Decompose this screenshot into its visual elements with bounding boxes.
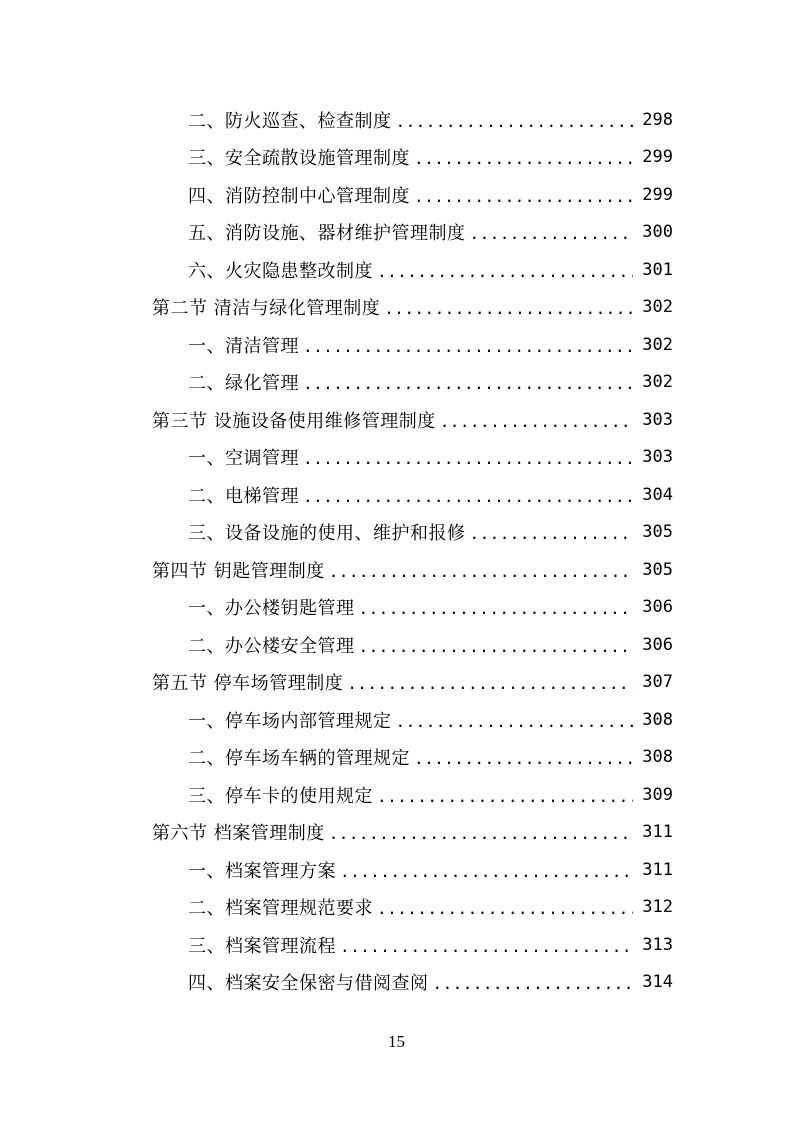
toc-entry-label: 四、消防控制中心管理制度	[188, 185, 410, 207]
toc-entry-label: 第二节 清洁与绿化管理制度	[152, 298, 381, 320]
toc-section-entry[interactable]	[0, 664, 793, 702]
toc-entry-label: 四、档案安全保密与借阅查阅	[188, 973, 429, 995]
toc-entry-content	[188, 439, 673, 477]
toc-entry-label: 第五节 停车场管理制度	[152, 673, 344, 695]
toc-entry-label: 第四节 钥匙管理制度	[152, 560, 325, 582]
toc-dot-leader	[414, 751, 633, 767]
toc-dot-leader	[329, 564, 633, 580]
toc-entry-page-number: 302	[642, 334, 673, 355]
toc-dot-leader	[440, 414, 633, 430]
toc-entry-page-number: 302	[642, 297, 673, 318]
toc-entry-page-number: 313	[642, 934, 673, 955]
toc-entry-content	[188, 626, 673, 664]
toc-subsection-entry[interactable]	[0, 701, 793, 739]
toc-dot-leader	[433, 976, 634, 992]
toc-entry-label: 三、设备设施的使用、维护和报修	[188, 523, 466, 545]
toc-entry-content	[188, 739, 673, 777]
toc-entry-content	[188, 701, 673, 739]
toc-entry-label: 二、停车场车辆的管理规定	[188, 748, 410, 770]
toc-subsection-entry[interactable]	[0, 476, 793, 514]
toc-entry-page-number: 305	[642, 559, 673, 580]
toc-entry-page-number: 308	[642, 747, 673, 768]
toc-subsection-entry[interactable]	[0, 326, 793, 364]
toc-entry-content	[188, 889, 673, 927]
toc-dot-leader	[303, 451, 633, 467]
toc-entry-page-number: 306	[642, 597, 673, 618]
toc-entry-label: 三、安全疏散设施管理制度	[188, 148, 410, 170]
toc-dot-leader	[303, 376, 633, 392]
toc-entry-content	[188, 514, 673, 552]
toc-dot-leader	[396, 714, 634, 730]
toc-dot-leader	[384, 301, 633, 317]
toc-entry-page-number: 309	[642, 784, 673, 805]
toc-subsection-entry[interactable]	[0, 964, 793, 1002]
toc-entry-page-number: 307	[642, 672, 673, 693]
toc-subsection-entry[interactable]	[0, 214, 793, 252]
toc-subsection-entry[interactable]	[0, 176, 793, 214]
toc-entry-label: 二、绿化管理	[188, 373, 299, 395]
toc-entry-page-number: 311	[642, 822, 673, 843]
toc-subsection-entry[interactable]	[0, 101, 793, 139]
toc-entry-content	[188, 476, 673, 514]
toc-entry-label: 五、消防设施、器材维护管理制度	[188, 223, 466, 245]
toc-entry-label: 二、档案管理规范要求	[188, 898, 373, 920]
toc-dot-leader	[377, 789, 633, 805]
toc-entry-content	[188, 776, 673, 814]
toc-dot-leader	[414, 151, 633, 167]
toc-subsection-entry[interactable]	[0, 514, 793, 552]
toc-dot-leader	[303, 489, 633, 505]
toc-entry-page-number: 298	[642, 109, 673, 130]
toc-entry-label: 一、清洁管理	[188, 335, 299, 357]
toc-subsection-entry[interactable]	[0, 589, 793, 627]
toc-entry-label: 二、办公楼安全管理	[188, 635, 355, 657]
toc-dot-leader	[396, 114, 634, 130]
toc-entry-content	[188, 851, 673, 889]
toc-entry-label: 一、空调管理	[188, 448, 299, 470]
toc-subsection-entry[interactable]	[0, 139, 793, 177]
table-of-contents	[0, 101, 793, 1001]
toc-entry-content	[188, 251, 673, 289]
toc-dot-leader	[329, 826, 633, 842]
toc-entry-page-number: 312	[642, 897, 673, 918]
toc-section-entry[interactable]	[0, 551, 793, 589]
toc-dot-leader	[414, 189, 633, 205]
toc-subsection-entry[interactable]	[0, 739, 793, 777]
toc-entry-page-number: 301	[642, 259, 673, 280]
toc-entry-page-number: 303	[642, 409, 673, 430]
toc-entry-content	[188, 926, 673, 964]
toc-entry-page-number: 306	[642, 634, 673, 655]
toc-dot-leader	[470, 526, 634, 542]
toc-section-entry[interactable]	[0, 289, 793, 327]
toc-entry-label: 一、停车场内部管理规定	[188, 710, 392, 732]
toc-entry-page-number: 305	[642, 522, 673, 543]
toc-subsection-entry[interactable]	[0, 364, 793, 402]
toc-entry-content	[188, 214, 673, 252]
toc-entry-content	[188, 101, 673, 139]
toc-entry-label: 一、办公楼钥匙管理	[188, 598, 355, 620]
toc-dot-leader	[347, 676, 633, 692]
toc-entry-content	[188, 964, 673, 1002]
toc-section-entry[interactable]	[0, 401, 793, 439]
toc-dot-leader	[359, 601, 634, 617]
toc-entry-page-number: 300	[642, 222, 673, 243]
toc-subsection-entry[interactable]	[0, 251, 793, 289]
toc-dot-leader	[303, 339, 633, 355]
toc-section-entry[interactable]	[0, 814, 793, 852]
page-number: 15	[388, 1032, 405, 1051]
toc-entry-label: 三、档案管理流程	[188, 935, 336, 957]
toc-entry-label: 第六节 档案管理制度	[152, 823, 325, 845]
toc-subsection-entry[interactable]	[0, 926, 793, 964]
toc-dot-leader	[377, 264, 633, 280]
toc-entry-page-number: 314	[642, 972, 673, 993]
toc-subsection-entry[interactable]	[0, 889, 793, 927]
toc-subsection-entry[interactable]	[0, 626, 793, 664]
toc-entry-label: 三、停车卡的使用规定	[188, 785, 373, 807]
toc-entry-content	[152, 814, 673, 852]
toc-entry-content	[152, 551, 673, 589]
toc-subsection-entry[interactable]	[0, 439, 793, 477]
toc-entry-content	[152, 664, 673, 702]
toc-entry-page-number: 311	[642, 859, 673, 880]
toc-entry-label: 二、电梯管理	[188, 485, 299, 507]
toc-entry-content	[152, 289, 673, 327]
toc-subsection-entry[interactable]	[0, 851, 793, 889]
toc-dot-leader	[470, 226, 634, 242]
toc-entry-content	[188, 139, 673, 177]
toc-dot-leader	[359, 639, 634, 655]
toc-entry-content	[188, 326, 673, 364]
toc-entry-page-number: 308	[642, 709, 673, 730]
toc-entry-content	[188, 589, 673, 627]
toc-dot-leader	[340, 864, 633, 880]
toc-dot-leader	[340, 939, 633, 955]
toc-entry-label: 一、档案管理方案	[188, 860, 336, 882]
toc-entry-label: 第三节 设施设备使用维修管理制度	[152, 410, 436, 432]
toc-entry-content	[188, 364, 673, 402]
toc-entry-page-number: 302	[642, 372, 673, 393]
toc-entry-content	[152, 401, 673, 439]
toc-entry-label: 六、火灾隐患整改制度	[188, 260, 373, 282]
toc-entry-content	[188, 176, 673, 214]
toc-dot-leader	[377, 901, 633, 917]
toc-entry-label: 二、防火巡查、检查制度	[188, 110, 392, 132]
toc-entry-page-number: 299	[642, 147, 673, 168]
toc-entry-page-number: 304	[642, 484, 673, 505]
toc-entry-page-number: 299	[642, 184, 673, 205]
toc-entry-page-number: 303	[642, 447, 673, 468]
toc-subsection-entry[interactable]	[0, 776, 793, 814]
